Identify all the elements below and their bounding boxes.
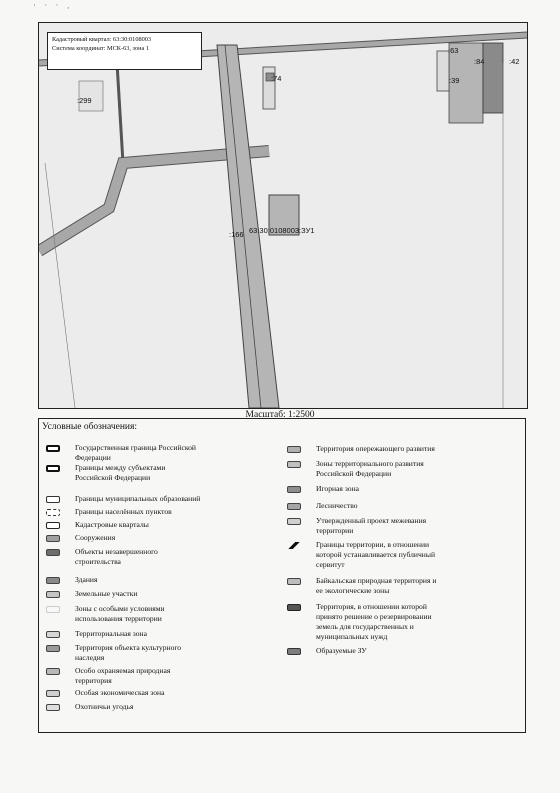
legend-item [46,547,225,567]
legend-item-label: Особо охраняемая природная территория [75,666,171,685]
legend-item [46,533,225,543]
legend-item-label: Территория объекта культурного наследия [75,643,182,662]
legend-item [287,516,461,536]
legend-item [46,688,225,698]
legend-item-label: Игорная зона [316,484,360,493]
unfinished-construction-icon [46,549,60,556]
legend-item-label: Утвержденный проект межевания территории [316,516,427,535]
legend-item-label: Территория опережающего развития [316,444,435,453]
map-panel[interactable] [38,22,528,409]
special-zone-icon [46,606,60,613]
map-canvas[interactable] [39,23,527,408]
economic-zone-icon [46,690,60,697]
legend-item [287,540,461,570]
municipal-border-icon [46,496,60,503]
legend-item-label: Здания [75,575,98,584]
legend-item [46,443,225,463]
cadastral-quarter-icon [46,522,60,529]
protected-area-icon [46,668,60,675]
legend-item-label: Границы между субъектами Российской Федерации [75,463,166,482]
label-39: :39 [449,76,460,85]
legend-item [287,484,461,494]
legend-title: Условные обозначения: [42,422,138,432]
legend-panel [38,418,526,733]
label-84: :84 [474,57,485,66]
legend-item [46,589,225,599]
legend-item-label: Сооружения [75,533,116,542]
label-299: :299 [77,96,92,105]
label-166: :166 [229,230,244,239]
legend-item-label: Границы муниципальных образований [75,494,201,503]
building-icon [46,577,60,584]
hunting-grounds-icon [46,704,60,711]
legend-item-label: Границы населённых пунктов [75,507,172,516]
legend-item [287,459,461,479]
legend-item [46,643,225,663]
cultural-heritage-icon [46,645,60,652]
label-zu1: 63:30:0108003:ЗУ1 [249,226,315,235]
legend-item-label: Охотничьи угодья [75,702,134,711]
territorial-development-icon [287,461,301,468]
label-63: :63 [448,46,459,55]
settlement-border-icon [46,509,60,516]
legend-item-label: Земельные участки [75,589,138,598]
legend-item [46,629,225,639]
state-border-icon [46,445,60,452]
legend-item-label: Образуемые ЗУ [316,646,367,655]
legend-item [46,507,225,517]
parcel-63[interactable] [437,51,449,91]
info-box [47,32,202,70]
survey-project-icon [287,518,301,525]
legend-item-label: Кадастровые кварталы [75,520,149,529]
parcel-84[interactable] [483,43,503,113]
label-74: :74 [271,74,282,83]
structure-icon [46,535,60,542]
scale-label: Масштаб: 1:2500 [245,410,315,420]
land-plot-icon [46,591,60,598]
forestry-icon [287,503,301,510]
legend-item [287,646,461,656]
legend-item [46,463,225,483]
legend-item [287,576,461,596]
legend-item-label: Особая экономическая зона [75,688,165,697]
legend-item [287,444,461,454]
coordinate-system-text: Система координат: МСК-63, зона 1 [52,45,150,52]
legend-item-label: Государственная граница Российской Федерации [75,443,196,462]
legend-item [46,604,225,624]
legend-item-label: Зоны с особыми условиями использования территории [75,604,165,623]
legend-item [287,602,461,642]
baikal-territory-icon [287,578,301,585]
scan-marks: ˙ ˙ ˙ · [33,3,73,13]
legend-item-label: Зоны территориального развития Российской Федерации [316,459,424,478]
legend-item-label: Территориальная зона [75,629,147,638]
legend-item-label: Лесничество [316,501,358,510]
legend-item [46,520,225,530]
legend-item [46,702,225,712]
legend-item [46,575,225,585]
legend-item-label: Байкальская природная территория и ее экологические зоны [316,576,437,595]
servitude-border-icon [287,542,301,549]
advanced-development-icon [287,446,301,453]
formed-plot-icon [287,648,301,655]
territorial-zone-icon [46,631,60,638]
label-42: :42 [509,57,520,66]
legend-item [287,501,461,511]
legend-item-label: Объекты незавершенного строительства [75,547,158,566]
reserved-land-icon [287,604,301,611]
gaming-zone-icon [287,486,301,493]
legend-item [46,666,225,686]
cadastral-quarter-text: Кадастровый квартал: 63:30:0108003 [52,36,152,43]
subject-border-icon [46,465,60,472]
legend-item-label: Границы территории, в отношении которой устанавливается публичный сервитут [316,540,436,569]
legend-item-label: Территория, в отношении которой принято решение о резервировании земель для государственных и муниципальных нужд [316,602,432,641]
legend-item [46,494,225,504]
